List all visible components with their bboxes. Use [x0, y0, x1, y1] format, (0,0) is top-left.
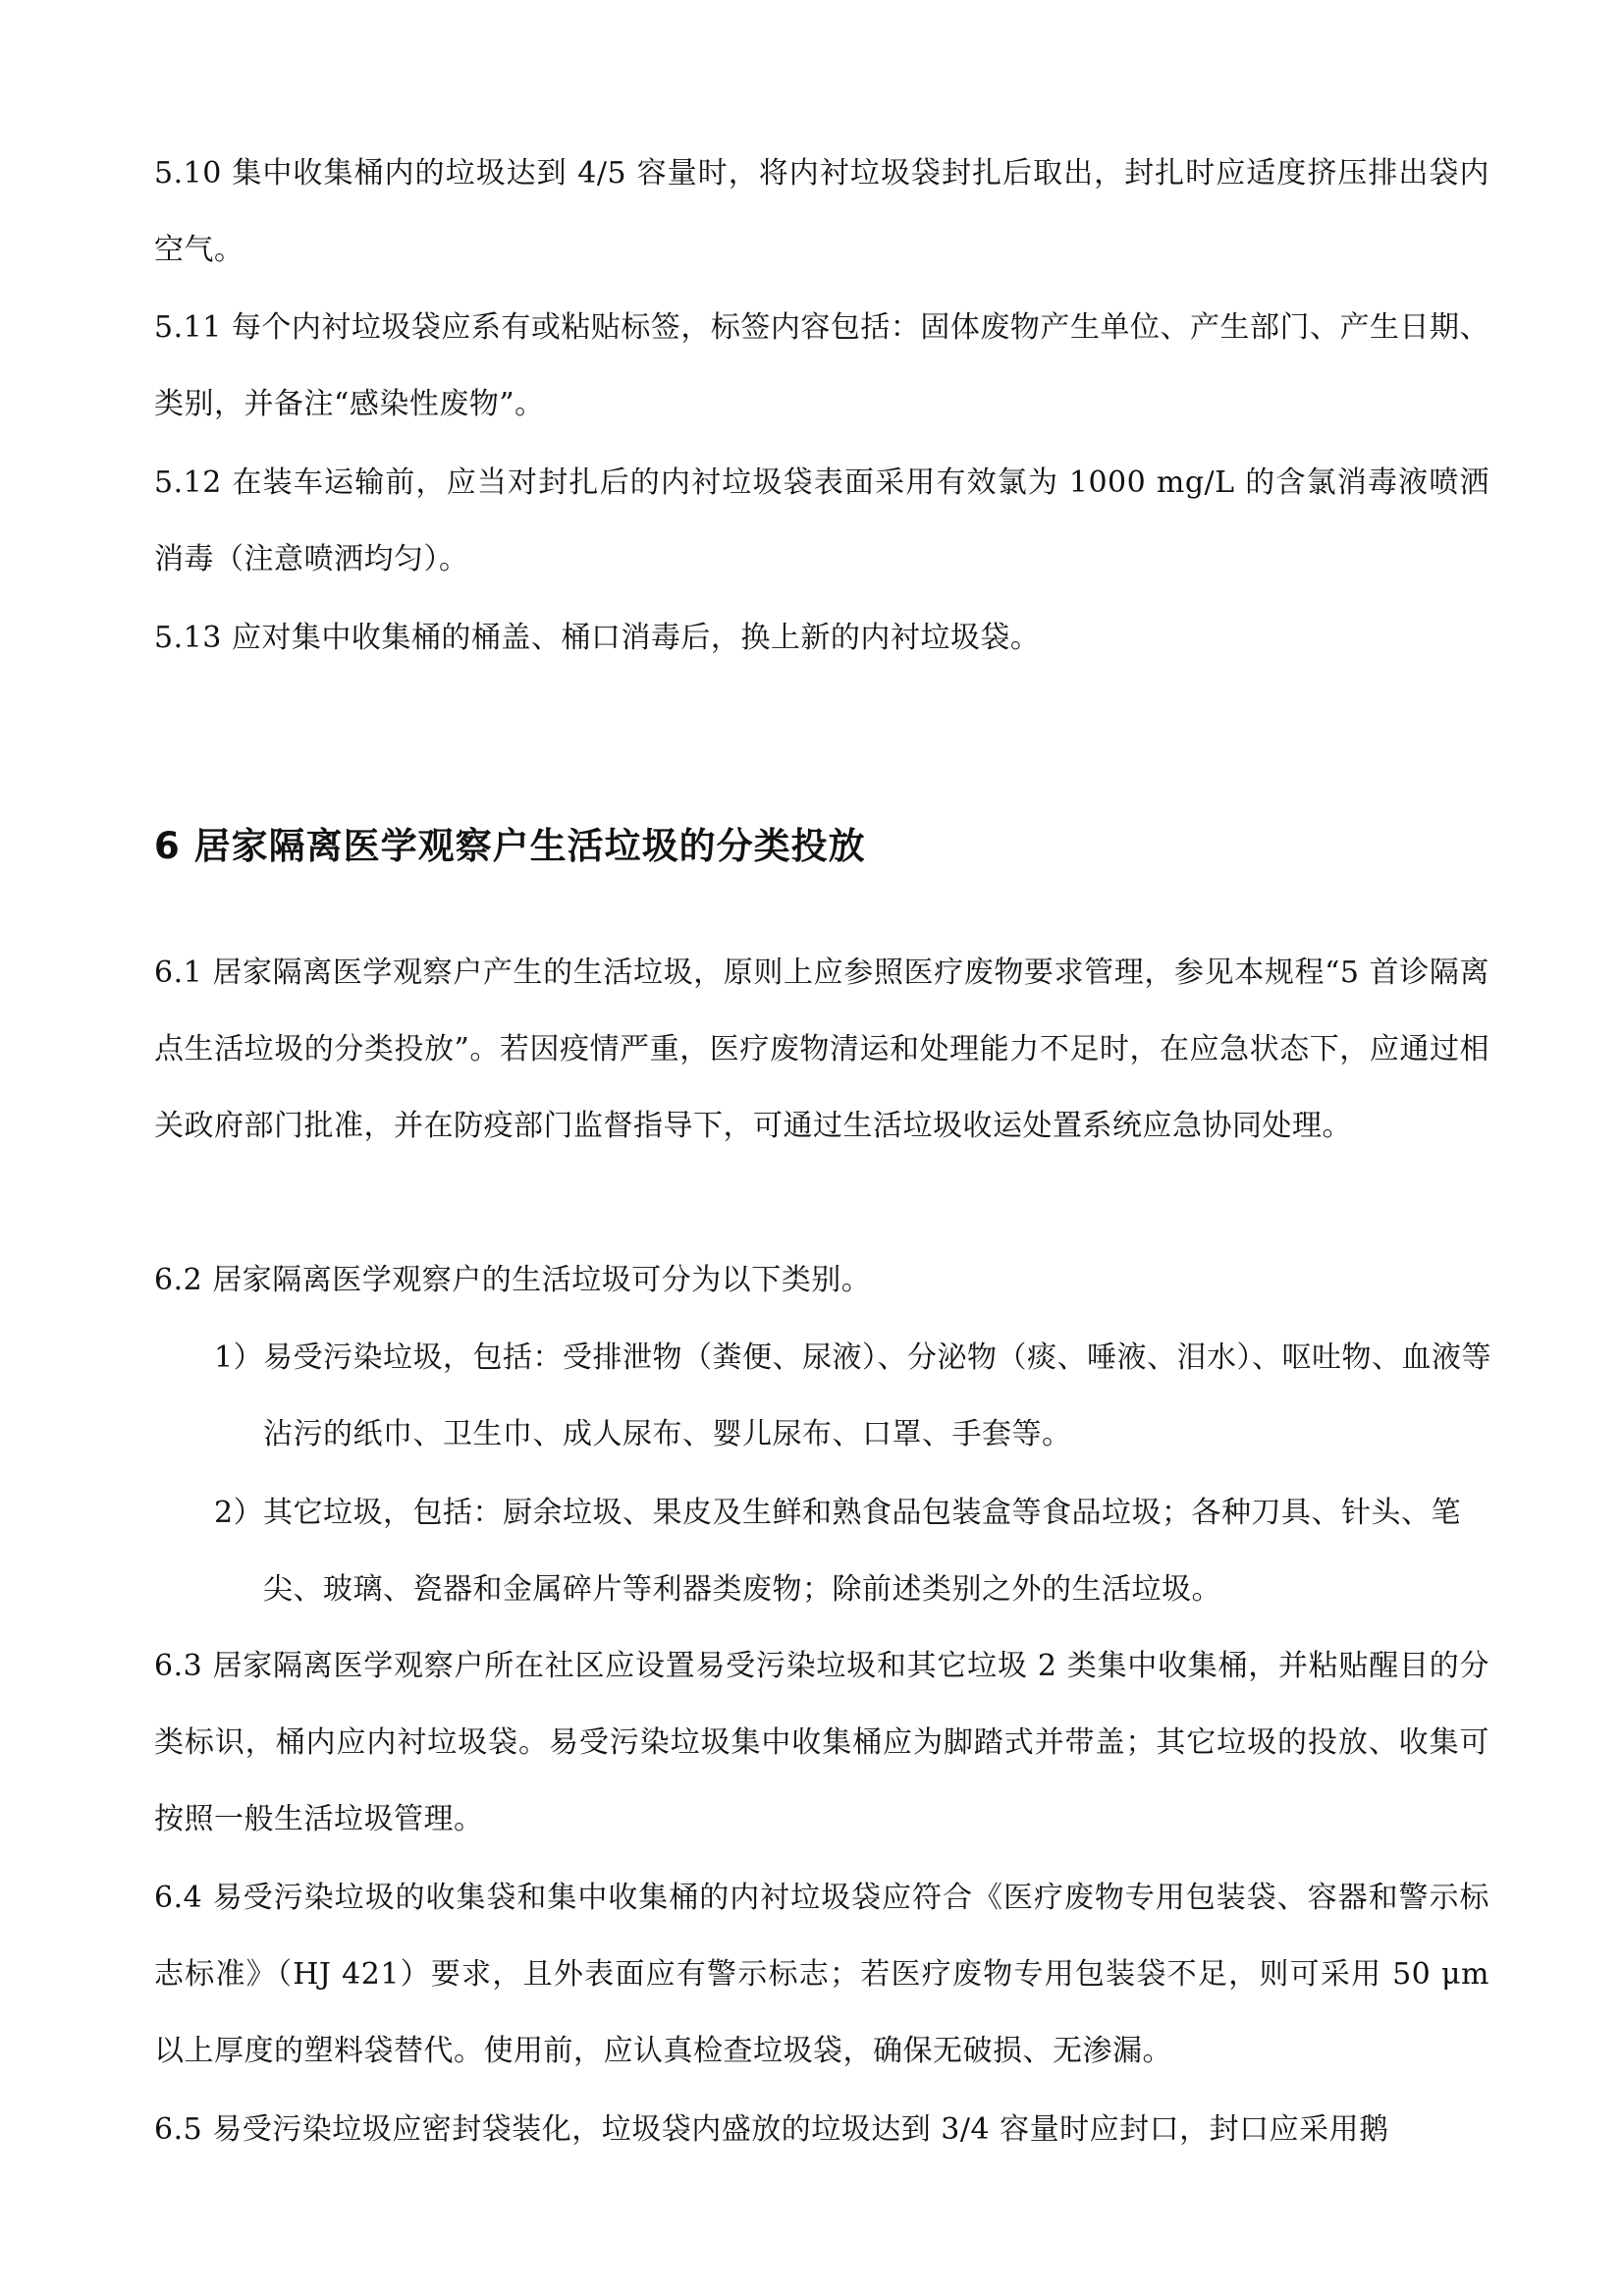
list-item-1-text: 易受污染垃圾，包括：受排泄物（粪便、尿液）、分泌物（痰、唾液、泪水）、呕吐物、血液等沾污的纸巾、卫生巾、成人尿布、婴儿尿布、口罩、手套等。: [263, 1340, 1491, 1451]
paragraph-5-10: 5.10 集中收集桶内的垃圾达到 4/5 容量时，将内衬垃圾袋封扎后取出，封扎时应适度挤压排出袋内空气。: [154, 156, 1489, 267]
paragraph-5-11: 5.11 每个内衬垃圾袋应系有或粘贴标签，标签内容包括：固体废物产生单位、产生部门、产生日期、类别，并备注“感染性废物”。: [154, 310, 1489, 421]
paragraph-6-4: 6.4 易受污染垃圾的收集袋和集中收集桶的内衬垃圾袋应符合《医疗废物专用包装袋、容器和警示标志标准》（HJ 421）要求，且外表面应有警示标志；若医疗废物专用包装袋不足，则可采用 50 μm 以上厚度的塑料袋替代。使用前，应认真检查垃圾袋，确保无破损、无渗漏。: [154, 1881, 1489, 2068]
section-6-heading: 6 居家隔离医学观察户生活垃圾的分类投放: [154, 825, 866, 867]
paragraph-6-1: 6.1 居家隔离医学观察户产生的生活垃圾，原则上应参照医疗废物要求管理，参见本规程“5 首诊隔离点生活垃圾的分类投放”。若因疫情严重，医疗废物清运和处理能力不足时，在应急状态下，应通过相关政府部门批准，并在防疫部门监督指导下，可通过生活垃圾收运处置系统应急协同处理。: [154, 956, 1489, 1143]
paragraph-5-12: 5.12 在装车运输前，应当对封扎后的内衬垃圾袋表面采用有效氯为 1000 mg/L 的含氯消毒液喷洒消毒（注意喷洒均匀）。: [154, 465, 1489, 576]
list-item-2-text: 其它垃圾，包括：厨余垃圾、果皮及生鲜和熟食品包装盒等食品垃圾；各种刀具、针头、笔尖、玻璃、瓷器和金属碎片等利器类废物；除前述类别之外的生活垃圾。: [263, 1496, 1461, 1607]
list-item-2-number: 2）: [214, 1496, 264, 1530]
paragraph-5-13: 5.13 应对集中收集桶的桶盖、桶口消毒后，换上新的内衬垃圾袋。: [154, 621, 1041, 655]
list-item-1-number: 1）: [214, 1340, 264, 1375]
paragraph-6-5: 6.5 易受污染垃圾应密封袋装化，垃圾袋内盛放的垃圾达到 3/4 容量时应封口，封口应采用鹅: [154, 2112, 1389, 2147]
paragraph-6-3: 6.3 居家隔离医学观察户所在社区应设置易受污染垃圾和其它垃圾 2 类集中收集桶，并粘贴醒目的分类标识，桶内应内衬垃圾袋。易受污染垃圾集中收集桶应为脚踏式并带盖；其它垃圾的投放、收集可按照一般生活垃圾管理。: [154, 1649, 1489, 1836]
paragraph-6-2: 6.2 居家隔离医学观察户的生活垃圾可分为以下类别。: [154, 1263, 872, 1297]
